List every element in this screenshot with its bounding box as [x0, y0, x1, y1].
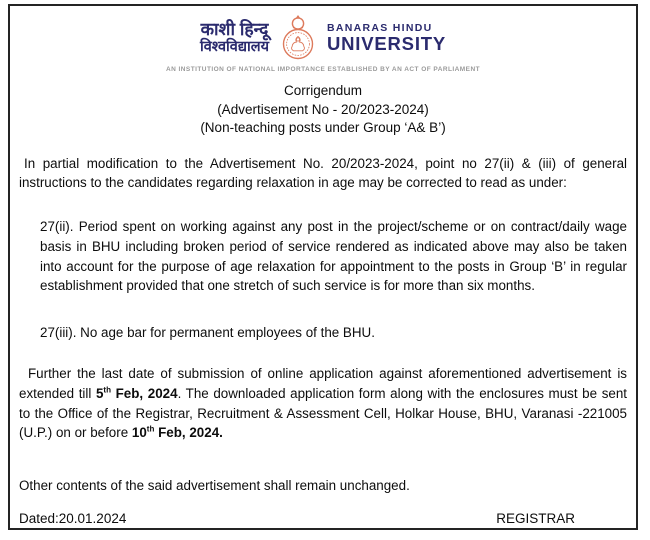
notice-body — [19, 154, 627, 497]
signatory-label: REGISTRAR — [496, 511, 575, 527]
university-name-english — [327, 23, 446, 53]
point-27ii-paragraph: 27(ii). Period spent on working against any post in the project/scheme or on contract/daily wage basis in BHU including broken period of service rendered as indicated above may also be taken into account for the purpose of age relaxation for appointment to the posts in Group ‘B’ in regular establishment provided that one stretch of such service is for more than six months. — [40, 219, 627, 294]
point-27iii-paragraph: 27(iii). No age bar for permanent employees of the BHU. — [40, 325, 375, 341]
extended-date-monthyear: Feb, 2024 — [111, 385, 178, 401]
closing-paragraph: Other contents of the said advertisement shall remain unchanged. — [19, 478, 410, 494]
extended-date-ordinal: th — [103, 385, 112, 395]
submission-deadline-date — [132, 425, 223, 440]
extended-date-day: 5 — [95, 385, 104, 401]
deadline-date-ordinal: th — [146, 425, 155, 434]
notice-title-block — [19, 82, 627, 138]
english-name-line2: UNIVERSITY — [326, 32, 447, 54]
extension-text-mid: . The downloaded application form along with the enclosures must be sent to the Office of the Registrar, Recruitment & Assessment Cell, Holkar House, BHU, Varanasi -221005 (U.P.) on or before — [19, 385, 627, 441]
university-tagline: AN INSTITUTION OF NATIONAL IMPORTANCE ESTABLISHED BY AN ACT OF PARLIAMENT — [165, 66, 481, 73]
extension-text-pre: Further the last date of submission of online application against aforementioned advertisement is extended till — [19, 366, 627, 401]
bhu-seal-icon — [276, 13, 320, 63]
extension-paragraph — [19, 364, 627, 443]
university-name-hindi — [200, 20, 269, 55]
notice-title: Corrigendum — [283, 83, 363, 98]
university-header — [19, 13, 627, 63]
advertisement-number: (Advertisement No - 20/2023-2024) — [217, 101, 429, 117]
hindi-name-line2: विश्वविद्यालय — [199, 38, 269, 55]
dated-label: Dated:20.01.2024 — [19, 511, 127, 527]
extended-last-date — [96, 386, 178, 401]
corrigendum-document — [8, 4, 638, 530]
hindi-name-line1: काशी हिन्दू — [200, 19, 269, 40]
notice-footer — [19, 511, 627, 526]
notice-subtitle: (Non-teaching posts under Group ‘A& B’) — [200, 120, 446, 135]
deadline-date-day: 10 — [131, 425, 147, 441]
english-name-line1: BANARAS HINDU — [326, 21, 433, 34]
intro-paragraph: In partial modification to the Advertisement No. 20/2023-2024, point no 27(ii) & (iii) of general instructions to the candidates regarding relaxation in age may be corrected to read as under: — [19, 155, 627, 191]
deadline-date-monthyear: Feb, 2024. — [154, 425, 223, 441]
